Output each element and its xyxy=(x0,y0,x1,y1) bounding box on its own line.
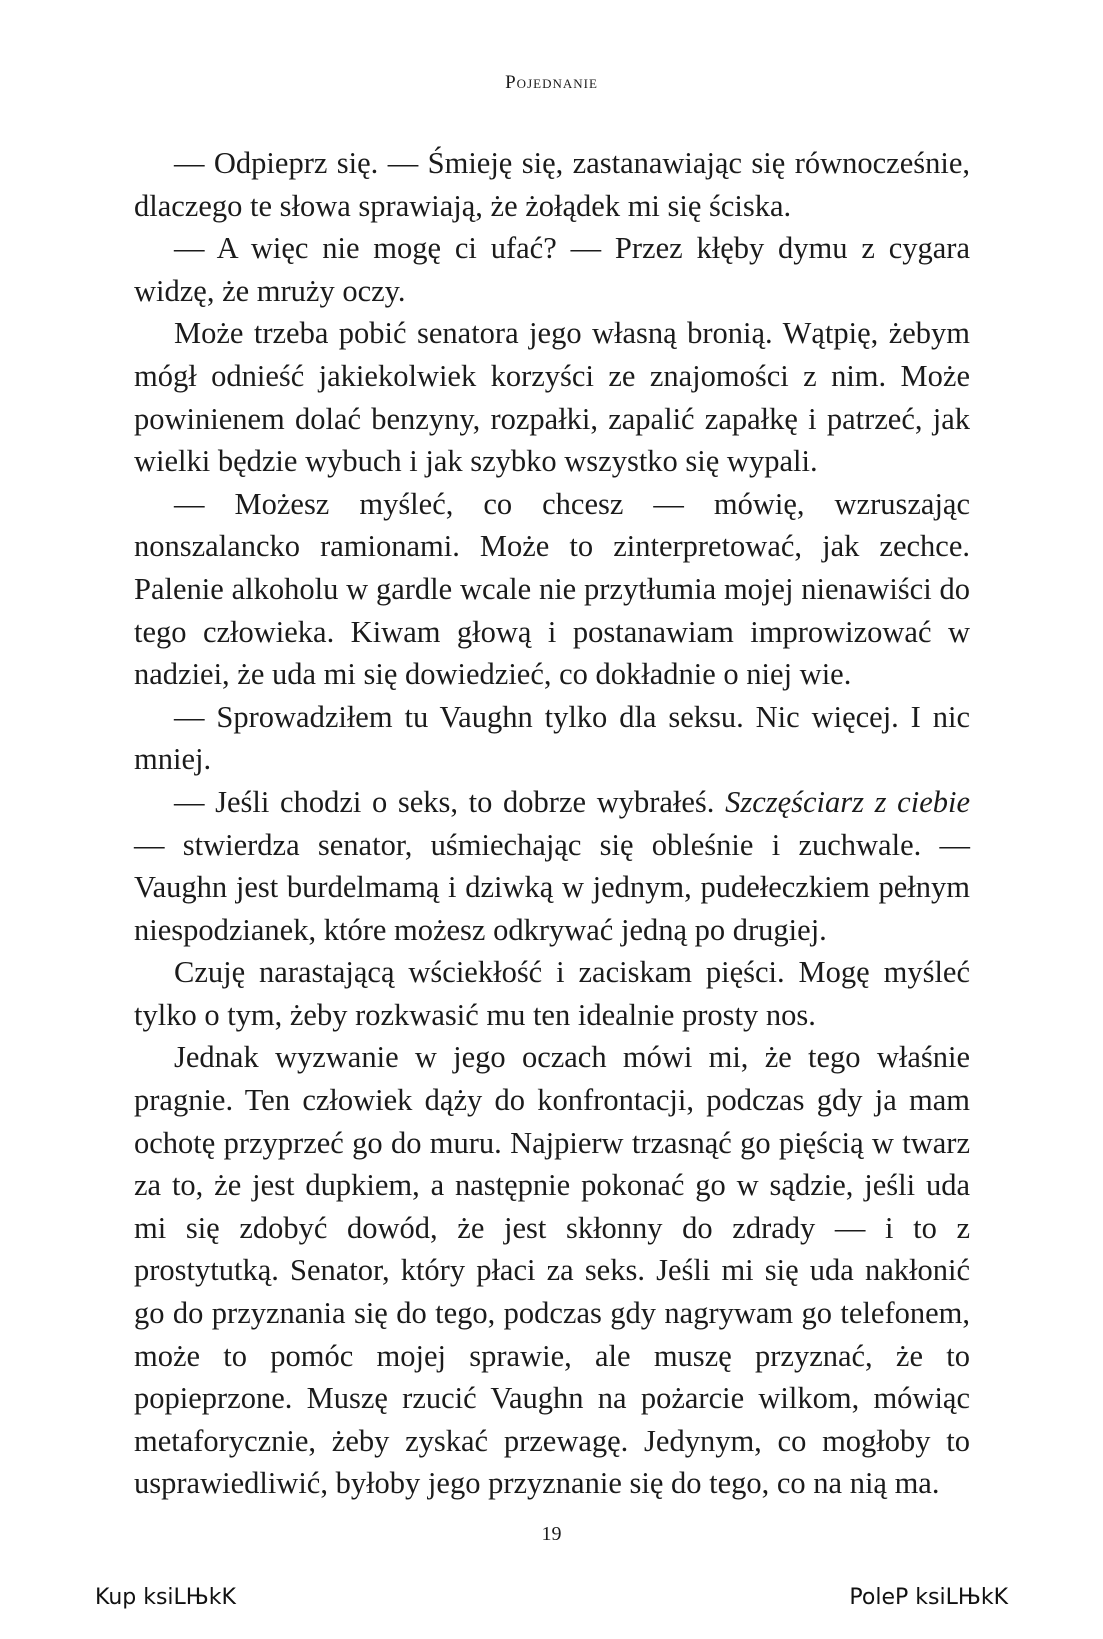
body-text xyxy=(134,142,970,1505)
buy-book-link[interactable]: Kup ksiLЊkK xyxy=(95,1585,236,1610)
italic-phrase: Szczęściarz z ciebie xyxy=(725,784,970,819)
paragraph: — Odpieprz się. — Śmieję się, zastanawiając się równocześnie, dlaczego te słowa sprawiają, że żołądek mi się ściska. xyxy=(134,146,970,223)
paragraph-text: — Jeśli chodzi o seks, to dobrze wybrałeś. xyxy=(174,784,726,819)
paragraph: — Sprowadziłem tu Vaughn tylko dla seksu. Nic więcej. I nic mniej. xyxy=(134,699,970,777)
paragraph: Może trzeba pobić senatora jego własną bronią. Wątpię, żebym mógł odnieść jakiekolwiek korzyści ze znajomości z nim. Może powinienem dolać benzyny, rozpałki, zapalić zapałkę i patrzeć, jak wielki będzie wybuch i jak szybko wszystko się wypali. xyxy=(134,316,970,479)
paragraph: — Możesz myśleć, co chcesz — mówię, wzruszając nonszalancko ramionami. Może to zinterpretować, jak zechce. Palenie alkoholu w gardle wcale nie przytłumia mojej nienawiści do tego człowieka. Kiwam głową i postanawiam improwizować w nadziei, że uda mi się dowiedzieć, co dokładnie o niej wie. xyxy=(134,486,970,692)
paragraph: Czuję narastającą wściekłość i zaciskam pięści. Mogę myśleć tylko o tym, żeby rozkwasić mu ten idealnie prosty nos. xyxy=(134,955,970,1032)
paragraph: Jednak wyzwanie w jego oczach mówi mi, że tego właśnie pragnie. Ten człowiek dąży do konfrontacji, podczas gdy ja mam ochotę przyprzeć go do muru. Najpierw trzasnąć go pięścią w twarz za to, że jest dupkiem, a następnie pokonać go w sądzie, jeśli uda mi się zdobyć dowód, że jest skłonny do zdrady — i to z prostytutką. Senator, który płaci za seks. Jeśli mi się uda nakłonić go do przyznania się do tego, podczas gdy nagrywam go telefonem, może to pomóc mojej sprawie, ale muszę przyznać, że to popieprzone. Muszę rzucić Vaughn na pożarcie wilkom, mówiąc metaforycznie, żeby zyskać przewagę. Jedynym, co mogłoby to usprawiedliwić, byłoby jego przyznanie się do tego, co na nią ma. xyxy=(134,1040,970,1501)
paragraph: — A więc nie mogę ci ufać? — Przez kłęby dymu z cygara widzę, że mruży oczy. xyxy=(134,231,970,308)
page-number: 19 xyxy=(541,1523,562,1545)
paragraph xyxy=(134,781,970,951)
running-title: Pojednanie xyxy=(505,72,598,93)
paragraph-text: — stwierdza senator, uśmiechając się obleśnie i zuchwale. — Vaughn jest burdelmamą i dziwką w jednym, pudełeczkiem pełnym niespodzianek, które możesz odkrywać jedną po drugiej. xyxy=(134,827,970,947)
recommend-book-link[interactable]: PoleP ksiLЊkK xyxy=(849,1585,1008,1610)
